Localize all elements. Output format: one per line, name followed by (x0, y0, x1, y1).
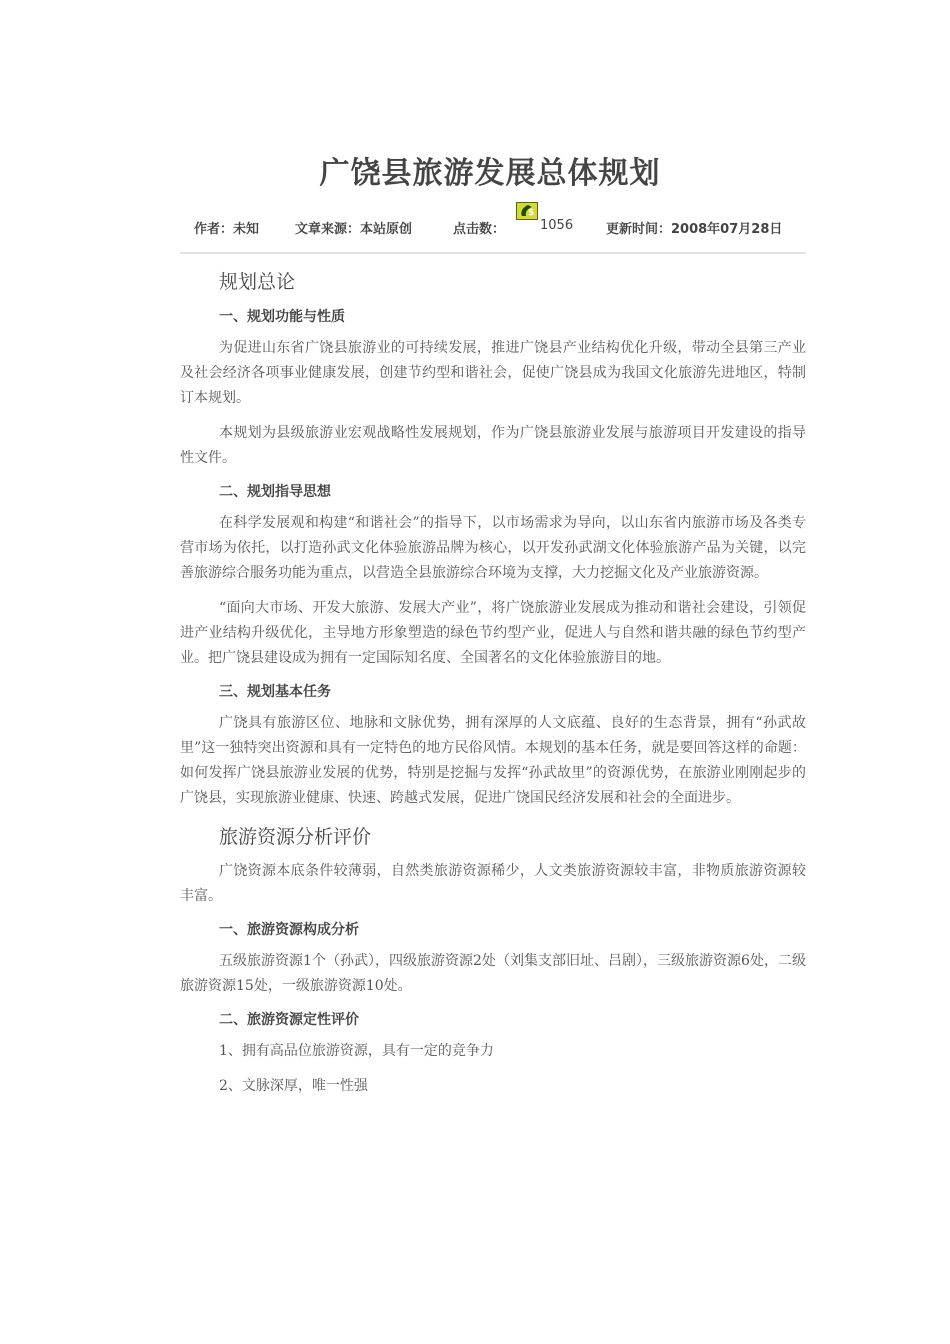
section-heading: 旅游资源分析评价 (219, 826, 372, 848)
hits-label: 点击数： (453, 222, 506, 237)
divider (180, 252, 806, 254)
dollar-coin-icon (516, 202, 538, 220)
paragraph: 本规划为县级旅游业宏观战略性发展规划，作为广饶县旅游业发展与旅游项目开发建设的指导性文件。 (180, 425, 806, 466)
subsection-heading: 三、规划基本任务 (219, 684, 331, 700)
hits-value: 1056 (540, 218, 574, 233)
paragraph: 为促进山东省广饶县旅游业的可持续发展，推进广饶县产业结构优化升级，带动全县第三产业及社会经济各项事业健康发展，创建节约型和谐社会，促使广饶县成为我国文化旅游先进地区，特制订本规划。 (180, 340, 806, 406)
svg-text:$: $ (528, 208, 535, 218)
updated-label: 更新时间：2008年07月28日 (606, 222, 783, 237)
list-item: 2、文脉深厚，唯一性强 (219, 1078, 368, 1094)
paragraph: 广饶资源本底条件较薄弱，自然类旅游资源稀少，人文类旅游资源较丰富，非物质旅游资源较丰富。 (180, 863, 806, 904)
section-heading: 规划总论 (219, 271, 296, 293)
subsection-heading: 二、旅游资源定性评价 (219, 1012, 359, 1028)
author-label: 作者：未知 (194, 222, 260, 237)
subsection-heading: 二、规划指导思想 (219, 484, 331, 500)
article-body (180, 266, 806, 1109)
list-item: 1、拥有高品位旅游资源，具有一定的竞争力 (219, 1043, 494, 1059)
subsection-heading: 一、旅游资源构成分析 (219, 922, 359, 938)
paragraph: 五级旅游资源1个（孙武），四级旅游资源2处（刘集支部旧址、吕剧），三级旅游资源6处，二级旅游资源15处，一级旅游资源10处。 (180, 953, 806, 994)
subsection-heading: 一、规划功能与性质 (219, 309, 345, 325)
paragraph: 在科学发展观和构建“和谐社会”的指导下，以市场需求为导向，以山东省内旅游市场及各类专营市场为依托，以打造孙武文化体验旅游品牌为核心，以开发孙武湖文化体验旅游产品为关键，以完善旅游综合服务功能为重点，以营造全县旅游综合环境为支撑，大力挖掘文化及产业旅游资源。 (180, 515, 806, 581)
page-title: 广饶县旅游发展总体规划 (319, 156, 661, 191)
source-label: 文章来源：本站原创 (295, 222, 413, 237)
paragraph: “面向大市场、开发大旅游、发展大产业”，将广饶旅游业发展成为推动和谐社会建设，引领促进产业结构升级优化，主导地方形象塑造的绿色节约型产业，促进人与自然和谐共融的绿色节约型产业。把广饶县建设成为拥有一定国际知名度、全国著名的文化体验旅游目的地。 (180, 600, 806, 666)
paragraph: 广饶具有旅游区位、地脉和文脉优势，拥有深厚的人文底蕴、良好的生态背景，拥有“孙武故里”这一独特突出资源和具有一定特色的地方民俗风情。本规划的基本任务，就是要回答这样的命题：如何发挥广饶县旅游业发展的优势，特别是挖掘与发挥“孙武故里”的资源优势，在旅游业刚刚起步的广饶县，实现旅游业健康、快速、跨越式发展，促进广饶国民经济发展和社会的全面进步。 (180, 715, 806, 806)
